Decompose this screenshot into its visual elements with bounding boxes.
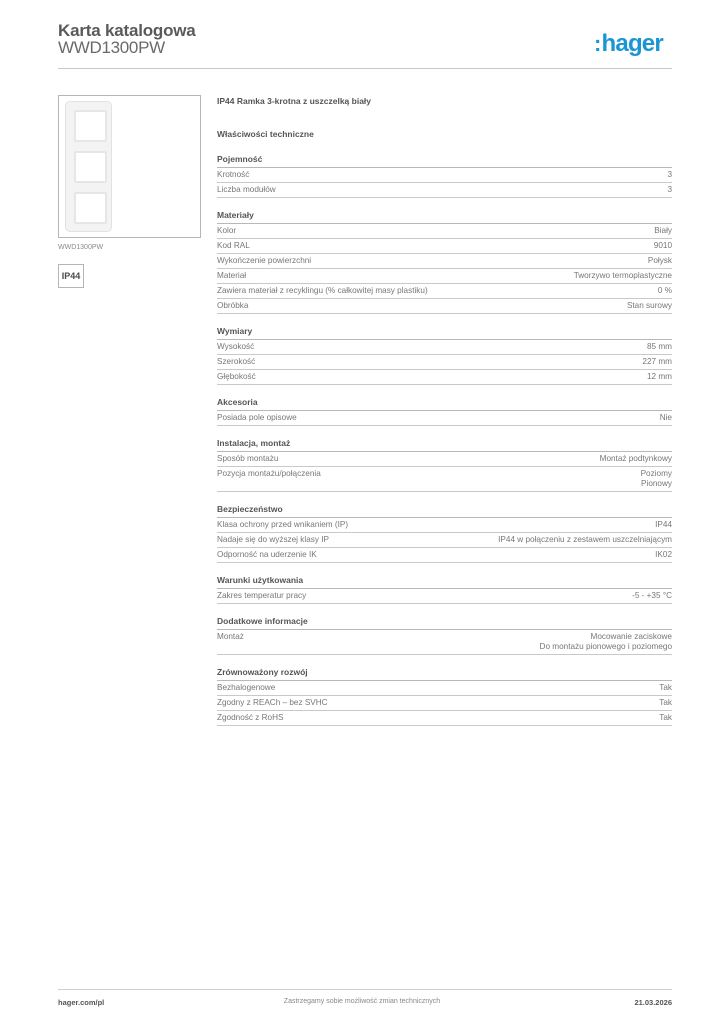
spec-value-line: 0 % bbox=[657, 286, 672, 295]
spec-value bbox=[498, 535, 672, 545]
spec-label: Montaż bbox=[217, 632, 244, 641]
spec-row bbox=[217, 340, 672, 355]
spec-row bbox=[217, 681, 672, 696]
spec-value bbox=[655, 520, 672, 530]
spec-value bbox=[632, 591, 672, 601]
spec-value bbox=[667, 185, 672, 195]
spec-row bbox=[217, 548, 672, 563]
spec-row bbox=[217, 467, 672, 492]
logo-colon: : bbox=[594, 31, 601, 56]
spec-row bbox=[217, 254, 672, 269]
product-title: IP44 Ramka 3-krotna z uszczelką biały bbox=[217, 96, 372, 106]
spec-value-line: Biały bbox=[654, 226, 672, 235]
spec-label: Klasa ochrony przed wnikaniem (IP) bbox=[217, 520, 349, 529]
spec-value bbox=[647, 372, 672, 382]
spec-value-line: Montaż podtynkowy bbox=[599, 454, 672, 463]
spec-group bbox=[217, 575, 672, 604]
spec-value-line: 85 mm bbox=[646, 342, 672, 351]
spec-value-line: Pionowy bbox=[641, 479, 672, 488]
spec-row bbox=[217, 518, 672, 533]
spec-value bbox=[600, 454, 672, 464]
product-code: WWD1300PW bbox=[58, 38, 165, 57]
spec-label: Sposób montażu bbox=[217, 454, 279, 463]
spec-row bbox=[217, 630, 672, 655]
spec-group bbox=[217, 326, 672, 385]
spec-group bbox=[217, 504, 672, 563]
spec-value bbox=[540, 632, 672, 652]
group-title: Materiały bbox=[217, 210, 672, 224]
spec-row bbox=[217, 168, 672, 183]
spec-value bbox=[659, 713, 672, 723]
spec-value-line: IK02 bbox=[655, 550, 672, 559]
spec-group bbox=[217, 154, 672, 198]
spec-label: Głębokość bbox=[217, 372, 256, 381]
spec-label: Zgodny z REACh – bez SVHC bbox=[217, 698, 328, 707]
spec-row bbox=[217, 696, 672, 711]
group-title: Instalacja, montaż bbox=[217, 438, 672, 452]
spec-value-line: 9010 bbox=[653, 241, 672, 250]
spec-group bbox=[217, 397, 672, 426]
spec-label: Pozycja montażu/połączenia bbox=[217, 469, 321, 478]
spec-value bbox=[654, 226, 672, 236]
spec-value-line: Tak bbox=[659, 698, 672, 707]
spec-row bbox=[217, 370, 672, 385]
spec-value-line: Tak bbox=[659, 713, 672, 722]
spec-groups bbox=[217, 154, 672, 726]
spec-label: Obróbka bbox=[217, 301, 249, 310]
spec-row bbox=[217, 589, 672, 604]
spec-value bbox=[642, 357, 672, 367]
specifications bbox=[217, 96, 672, 726]
document-title: Karta katalogowa bbox=[58, 21, 196, 40]
spec-label: Wykończenie powierzchni bbox=[217, 256, 312, 265]
spec-label: Nadaje się do wyższej klasy IP bbox=[217, 535, 329, 544]
ip-rating-badge: IP44 bbox=[58, 264, 84, 288]
spec-value-line: IP44 w połączeniu z zestawem uszczelniającym bbox=[498, 535, 672, 544]
section-title: Właściwości techniczne bbox=[217, 129, 314, 139]
spec-row bbox=[217, 355, 672, 370]
spec-value-line: 3 bbox=[667, 170, 672, 179]
spec-value bbox=[659, 698, 672, 708]
spec-value bbox=[648, 256, 672, 266]
spec-row bbox=[217, 411, 672, 426]
spec-row bbox=[217, 269, 672, 284]
spec-label: Kolor bbox=[217, 226, 237, 235]
frame-illustration-icon bbox=[65, 101, 112, 232]
spec-label: Liczba modułów bbox=[217, 185, 276, 194]
spec-value-line: 3 bbox=[667, 185, 672, 194]
spec-label: Zgodność z RoHS bbox=[217, 713, 284, 722]
spec-label: Krotność bbox=[217, 170, 250, 179]
spec-group bbox=[217, 616, 672, 655]
spec-group bbox=[217, 667, 672, 726]
product-image bbox=[58, 95, 201, 238]
spec-group bbox=[217, 210, 672, 314]
image-caption: WWD1300PW bbox=[58, 244, 104, 251]
spec-value bbox=[667, 170, 672, 180]
spec-label: Odporność na uderzenie IK bbox=[217, 550, 317, 559]
footer-divider bbox=[58, 989, 672, 990]
spec-label: Posiada pole opisowe bbox=[217, 413, 297, 422]
footer-website-link[interactable]: hager.com/pl bbox=[58, 998, 105, 1007]
spec-label: Materiał bbox=[217, 271, 247, 280]
spec-row bbox=[217, 224, 672, 239]
spec-row bbox=[217, 239, 672, 254]
spec-value-line: 12 mm bbox=[646, 372, 672, 381]
group-title: Zrównoważony rozwój bbox=[217, 667, 672, 681]
spec-value-line: Połysk bbox=[647, 256, 672, 265]
spec-value bbox=[660, 413, 672, 423]
spec-label: Zawiera materiał z recyklingu (% całkowitej masy plastiku) bbox=[217, 286, 428, 295]
header-divider bbox=[58, 68, 672, 69]
frame-slot-1 bbox=[74, 110, 107, 142]
spec-value bbox=[641, 469, 672, 489]
spec-label: Szerokość bbox=[217, 357, 256, 366]
group-title: Pojemność bbox=[217, 154, 672, 168]
spec-value bbox=[658, 286, 672, 296]
spec-value bbox=[654, 241, 672, 251]
spec-label: Bezhalogenowe bbox=[217, 683, 276, 692]
spec-label: Kod RAL bbox=[217, 241, 250, 250]
group-title: Bezpieczeństwo bbox=[217, 504, 672, 518]
spec-value-line: Stan surowy bbox=[626, 301, 672, 310]
spec-value-line: Do montażu pionowego i poziomego bbox=[539, 642, 672, 651]
spec-value bbox=[647, 342, 672, 352]
spec-value bbox=[627, 301, 672, 311]
spec-value-line: Poziomy bbox=[640, 469, 672, 478]
spec-value-line: IP44 bbox=[655, 520, 672, 529]
group-title: Akcesoria bbox=[217, 397, 672, 411]
group-title: Warunki użytkowania bbox=[217, 575, 672, 589]
group-title: Dodatkowe informacje bbox=[217, 616, 672, 630]
spec-label: Wysokość bbox=[217, 342, 255, 351]
frame-slot-2 bbox=[74, 151, 107, 183]
spec-value-line: -5 - +35 °C bbox=[632, 591, 672, 600]
spec-value bbox=[574, 271, 672, 281]
spec-value-line: Nie bbox=[659, 413, 672, 422]
spec-row bbox=[217, 183, 672, 198]
spec-row bbox=[217, 299, 672, 314]
spec-value-line: Tworzywo termoplastyczne bbox=[573, 271, 672, 280]
group-title: Wymiary bbox=[217, 326, 672, 340]
spec-value-line: Tak bbox=[659, 683, 672, 692]
logo-text: hager bbox=[601, 30, 663, 57]
footer-date: 21.03.2026 bbox=[634, 998, 672, 1007]
hager-logo[interactable] bbox=[594, 30, 663, 58]
spec-row bbox=[217, 711, 672, 726]
spec-group bbox=[217, 438, 672, 492]
spec-value bbox=[659, 683, 672, 693]
spec-value-line: Mocowanie zaciskowe bbox=[590, 632, 672, 641]
footer-disclaimer: Zastrzegamy sobie możliwość zmian technicznych bbox=[283, 998, 441, 1005]
spec-label: Zakres temperatur pracy bbox=[217, 591, 307, 600]
spec-value-line: 227 mm bbox=[642, 357, 672, 366]
spec-row bbox=[217, 452, 672, 467]
spec-row bbox=[217, 284, 672, 299]
spec-row bbox=[217, 533, 672, 548]
frame-slot-3 bbox=[74, 192, 107, 224]
spec-value bbox=[655, 550, 672, 560]
